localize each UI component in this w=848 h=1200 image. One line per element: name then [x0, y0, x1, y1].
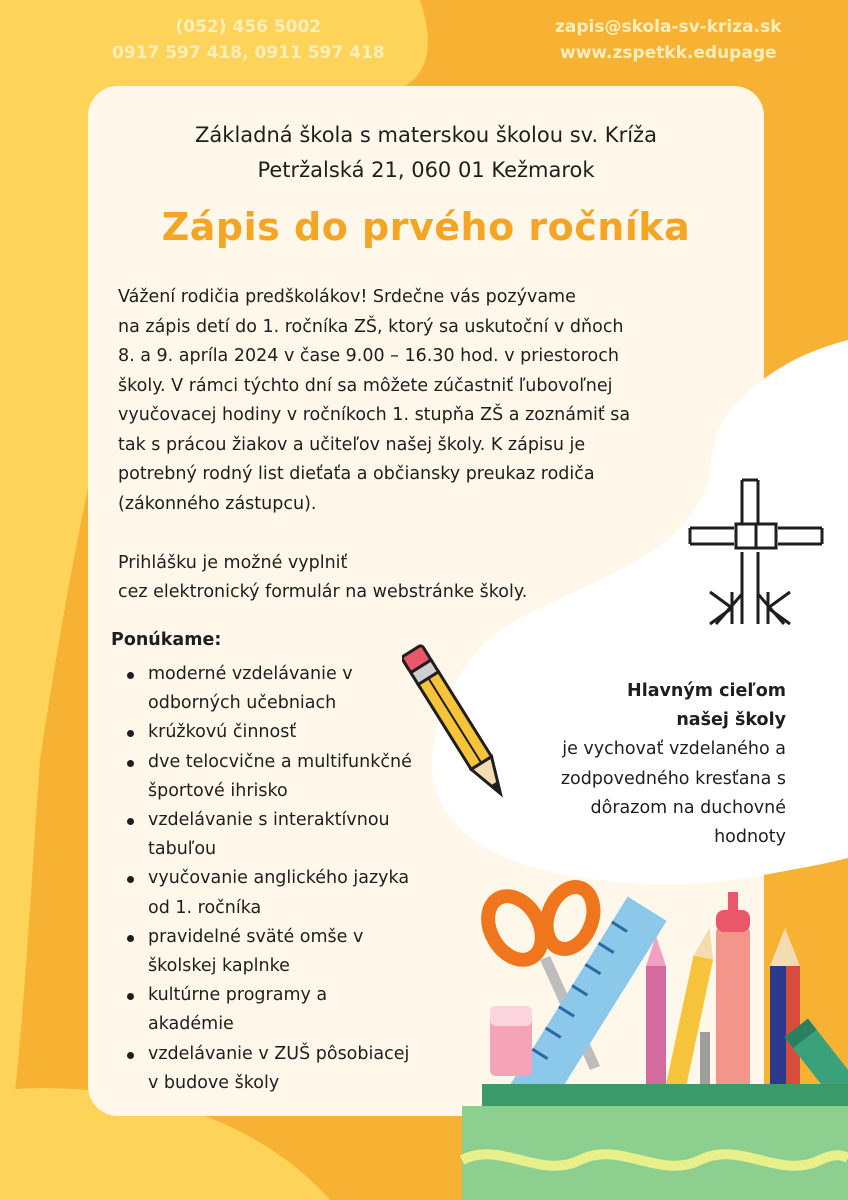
website-address: www.zspetkk.edupage [559, 43, 777, 63]
intro-line: tak s prácou žiakov a učiteľov našej školy. K zápisu je [118, 434, 586, 455]
school-supplies-icon [440, 870, 848, 1200]
school-address: Petržalská 21, 060 01 Kežmarok [257, 158, 595, 182]
list-item-line: školskej kaplnke [148, 956, 290, 977]
intro-paragraph [118, 283, 738, 608]
goal-line: dôrazom na duchovné [590, 797, 786, 818]
intro-line: školy. V rámci týchto dní sa môžete zúčastniť ľubovoľnej [118, 375, 613, 396]
list-item-line: moderné vzdelávanie v [148, 664, 353, 684]
intro-line: (zákonného zástupcu). [118, 493, 317, 514]
list-item-line: kultúrne programy a [148, 985, 328, 1006]
list-item-line: dve telocvične a multifunkčné [148, 751, 412, 772]
intro-line: Vážení rodičia predškolákov! Srdečne vás pozývame [118, 287, 576, 307]
school-name: Základná škola s materskou školou sv. Kríža [195, 123, 657, 147]
list-item-line: tabuľou [148, 839, 217, 860]
intro-line: 8. a 9. apríla 2024 v čase 9.00 – 16.30 hod. v priestoroch [118, 346, 619, 366]
list-item-line: športové ihrisko [148, 780, 288, 801]
goal-line: hodnoty [714, 827, 786, 848]
intro-line: cez elektronický formulár na webstránke školy. [118, 582, 528, 602]
list-item-line: od 1. ročníka [148, 897, 262, 918]
list-item-line: odborných učebniach [148, 693, 337, 714]
list-item [126, 864, 466, 922]
list-item [126, 806, 466, 864]
intro-line: Prihlášku je možné vyplniť [118, 552, 348, 573]
phone-mobile: 0917 597 418, 0911 597 418 [112, 43, 385, 63]
list-item [126, 923, 466, 981]
list-item-line: vzdelávanie v ZUŠ pôsobiacej [148, 1043, 410, 1064]
offer-heading: Ponúkame: [111, 630, 222, 650]
intro-line: na zápis detí do 1. ročníka ZŠ, ktorý sa uskutoční v dňoch [118, 316, 624, 337]
pencil-icon [402, 634, 512, 814]
list-item [126, 1040, 466, 1098]
list-item-line: vyučovanie anglického jazyka [148, 868, 410, 889]
goal-line: je vychovať vzdelaného a [562, 739, 786, 760]
school-goal-text [500, 677, 786, 852]
list-item-line: pravidelné sväté omše v [148, 926, 364, 947]
email-address: zapis@skola-sv-kriza.sk [555, 17, 782, 37]
goal-heading-line: našej školy [676, 710, 786, 731]
list-item-line: v budove školy [148, 1072, 280, 1093]
intro-line: vyučovacej hodiny v ročníkoch 1. stupňa ZŠ a zoznámiť sa [118, 405, 631, 425]
list-item-line: vzdelávanie s interaktívnou [148, 810, 390, 831]
phone-landline: (052) 456 5002 [175, 17, 322, 37]
list-item [126, 981, 466, 1039]
intro-blank-line [118, 519, 738, 549]
list-item-line: krúžkovú činnosť [148, 722, 297, 743]
intro-line: potrebný rodný list dieťaťa a občiansky preukaz rodiča [118, 464, 595, 484]
page-title: Zápis do prvého ročníka [161, 205, 691, 249]
list-item-line: akadémie [148, 1014, 234, 1035]
school-emblem-icon [686, 474, 826, 654]
goal-heading-line: Hlavným cieľom [627, 681, 786, 701]
goal-line: zodpovedného kresťana s [560, 768, 786, 789]
